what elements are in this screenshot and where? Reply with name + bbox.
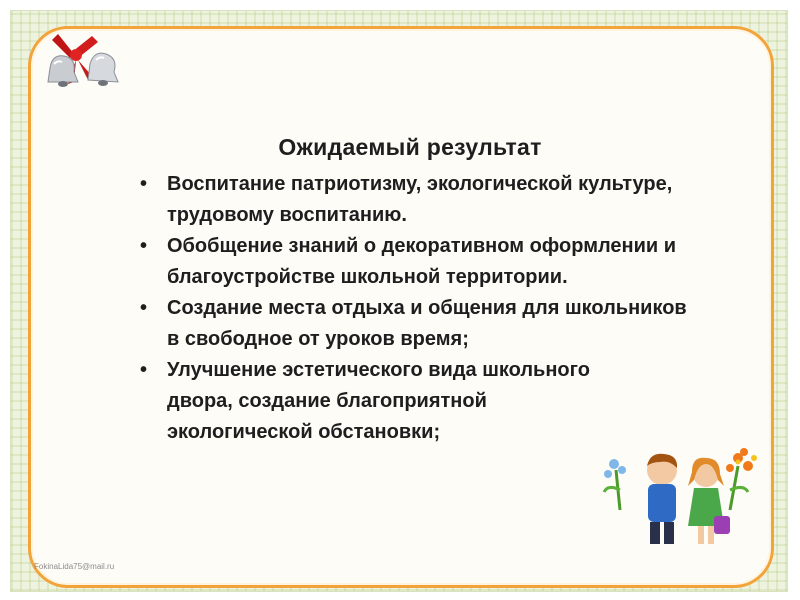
- list-item-text: Воспитание патриотизму, экологической культуре, трудовому воспитанию.: [167, 173, 673, 226]
- list-item-text: Улучшение эстетического вида школьного двора, создание благоприятной экологической обстановки;: [167, 359, 590, 443]
- school-children-with-flowers-icon: [598, 440, 768, 550]
- list-item: [140, 293, 700, 355]
- watermark: FokinaLida75@mail.ru: [34, 562, 115, 571]
- bells-with-bow-icon: [40, 24, 130, 104]
- main-text-block: [140, 134, 700, 448]
- slide-title: Ожидаемый результат: [278, 134, 542, 160]
- list-item-text: Обобщение знаний о декоративном оформлении и благоустройстве школьной территории.: [167, 235, 677, 288]
- results-list: [140, 169, 700, 448]
- bullet-icon: •: [140, 359, 148, 381]
- list-item: [140, 355, 597, 448]
- list-item: [140, 231, 700, 293]
- list-item: [140, 169, 700, 231]
- list-item-text: Создание места отдыха и общения для школьников в свободное от уроков время;: [167, 297, 687, 350]
- bullet-icon: •: [140, 173, 148, 195]
- bullet-icon: •: [140, 297, 148, 319]
- bullet-icon: •: [140, 235, 148, 257]
